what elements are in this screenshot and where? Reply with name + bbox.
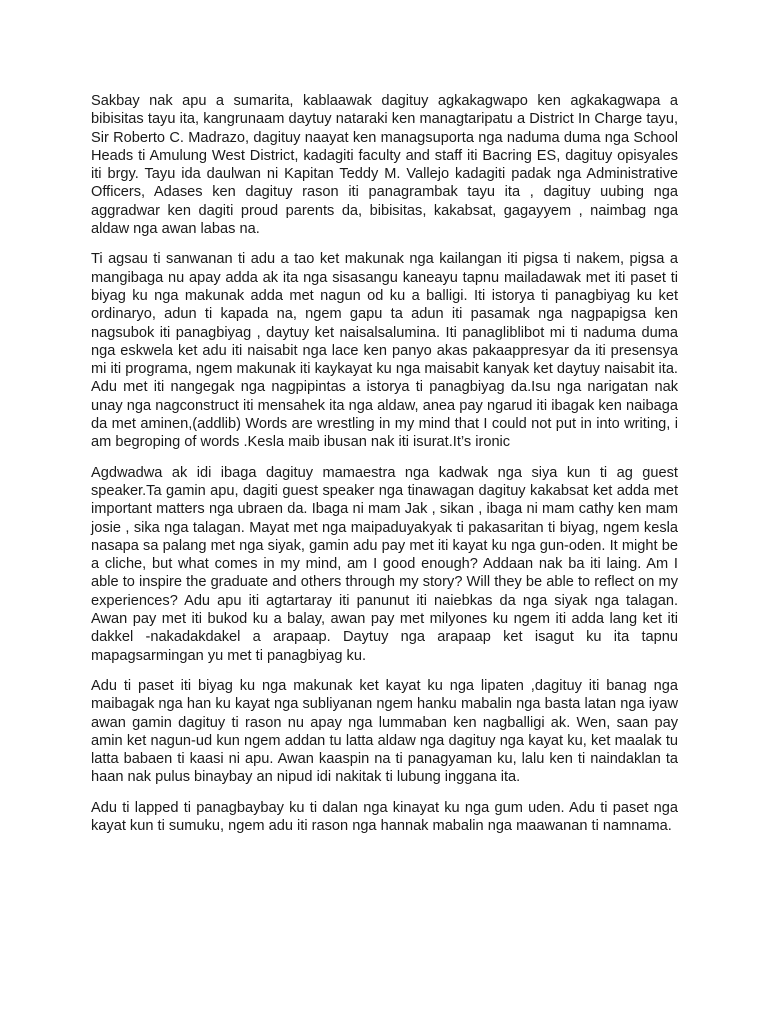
paragraph-guest-speaker: Agdwadwa ak idi ibaga dagituy mamaestra nga kadwak nga siya kun ti ag guest speaker.Ta gamin apu, dagiti guest speaker nga tinawagan dagituy kakabsat ket adda met important matters nga ubraen da. Ibaga ni mam Jak , sikan , ibaga ni mam cathy ken mam josie , sika nga talagan. Mayat met nga maipaduyakyak ti pakasaritan ti biyag, ngem kesla nasapa sa palang met nga siyak, gamin adu pay met iti kayat ku nga gun-oden. It might be a cliche, but what comes in my mind, am I good enough? Addaan nak ba iti laing. Am I able to inspire the graduate and others through my story? Will they be able to reflect on my experiences? Adu apu iti agtartaray iti panunut iti naiebkas da nga siyak nga talagan. Awan pay met iti bukod ku a balay, awan pay met milyones ku ngem iti adda lang ket iti dakkel -nakadakdakel a arapaap. Daytuy nga arapaap ket isagut ku ita tapnu mapagsarmingan yu met ti panagbiyag ku. bbox=[91, 464, 678, 664]
document-body bbox=[91, 92, 678, 847]
paragraph-obstacles: Adu ti lapped ti panagbaybay ku ti dalan nga kinayat ku nga gum uden. Adu ti paset nga kayat kun ti sumuku, ngem adu iti rason nga hannak mabalin nga maawanan ti namnama. bbox=[91, 799, 678, 834]
paragraph-life-lessons: Adu ti paset iti biyag ku nga makunak ket kayat ku nga lipaten ,dagituy iti banag nga maibagak nga han ku kayat nga subliyanan ngem hanku mabalin nga basta latan nga iyaw awan gamin dagituy ti rason nu apay nga lummaban ken nagballigi ak. Wen, saan pay amin ket nagun-ud kun ngem addan tu latta aldaw nga dagituy nga kayat ku, ket maalak tu latta babaen ti kaasi ni apu. Awan kaaspin na ti panagyaman ku, lalu ken ti naindaklan ta haan nak pulus binaybay an nipud idi nakitak ti lubung inggana ita. bbox=[91, 677, 678, 786]
paragraph-story-intro: Ti agsau ti sanwanan ti adu a tao ket makunak nga kailangan iti pigsa ti nakem, pigsa a mangibaga nu apay adda ak ita nga sisasangu kaneayu tapnu mailadawak met iti paset ti biyag ku nga makunak adda met nagun od ku a balligi. Iti istorya ti panagbiyag ku ket ordinaryo, adun ti kapada na, ngem gapu ta adun iti pasamak nga nagpapigsa ken nagsubok iti panagbiyag , daytuy ket naisalsalumina. Iti panagliblibot mi ti naduma duma nga eskwela ket adu iti naisabit nga lace ken panyo akas pakaappresyar da iti presensya mi iti programa, ngem makunak iti kaykayat ku nga maisabit kanyak ket daytuy naisabit ita. Adu met iti nangegak nga nagpipintas a istorya ti panagbiyag da.Isu nga narigatan nak unay nga nagconstruct iti mensahek ita nga aldaw, anea pay ngarud iti ibagak ken naibaga da met aminen,(addlib) Words are wrestling in my mind that I could not put in into writing, i am begroping of words .Kesla maib ibusan nak iti isurat.It’s ironic bbox=[91, 251, 678, 451]
paragraph-greeting: Sakbay nak apu a sumarita, kablaawak dagituy agkakagwapo ken agkakagwapa a bibisitas tayu ita, kangrunaam daytuy nataraki ken managtaripatu a District In Charge tayu, Sir Roberto C. Madrazo, dagituy naayat ken managsuporta nga naduma duma nga School Heads ti Amulung West District, kadagiti faculty and staff iti Bacring ES, dagituy opisyales iti brgy. Tayu ida daulwan ni Kapitan Teddy M. Vallejo kadagiti padak nga Administrative Officers, Adases ken dagituy rason iti panagrambak tayu ita , dagituy uubing nga aggradwar ken dagiti proud parents da, bibisitas, kakabsat, gagayyem , naimbag nga aldaw nga awan labas na. bbox=[91, 93, 678, 238]
